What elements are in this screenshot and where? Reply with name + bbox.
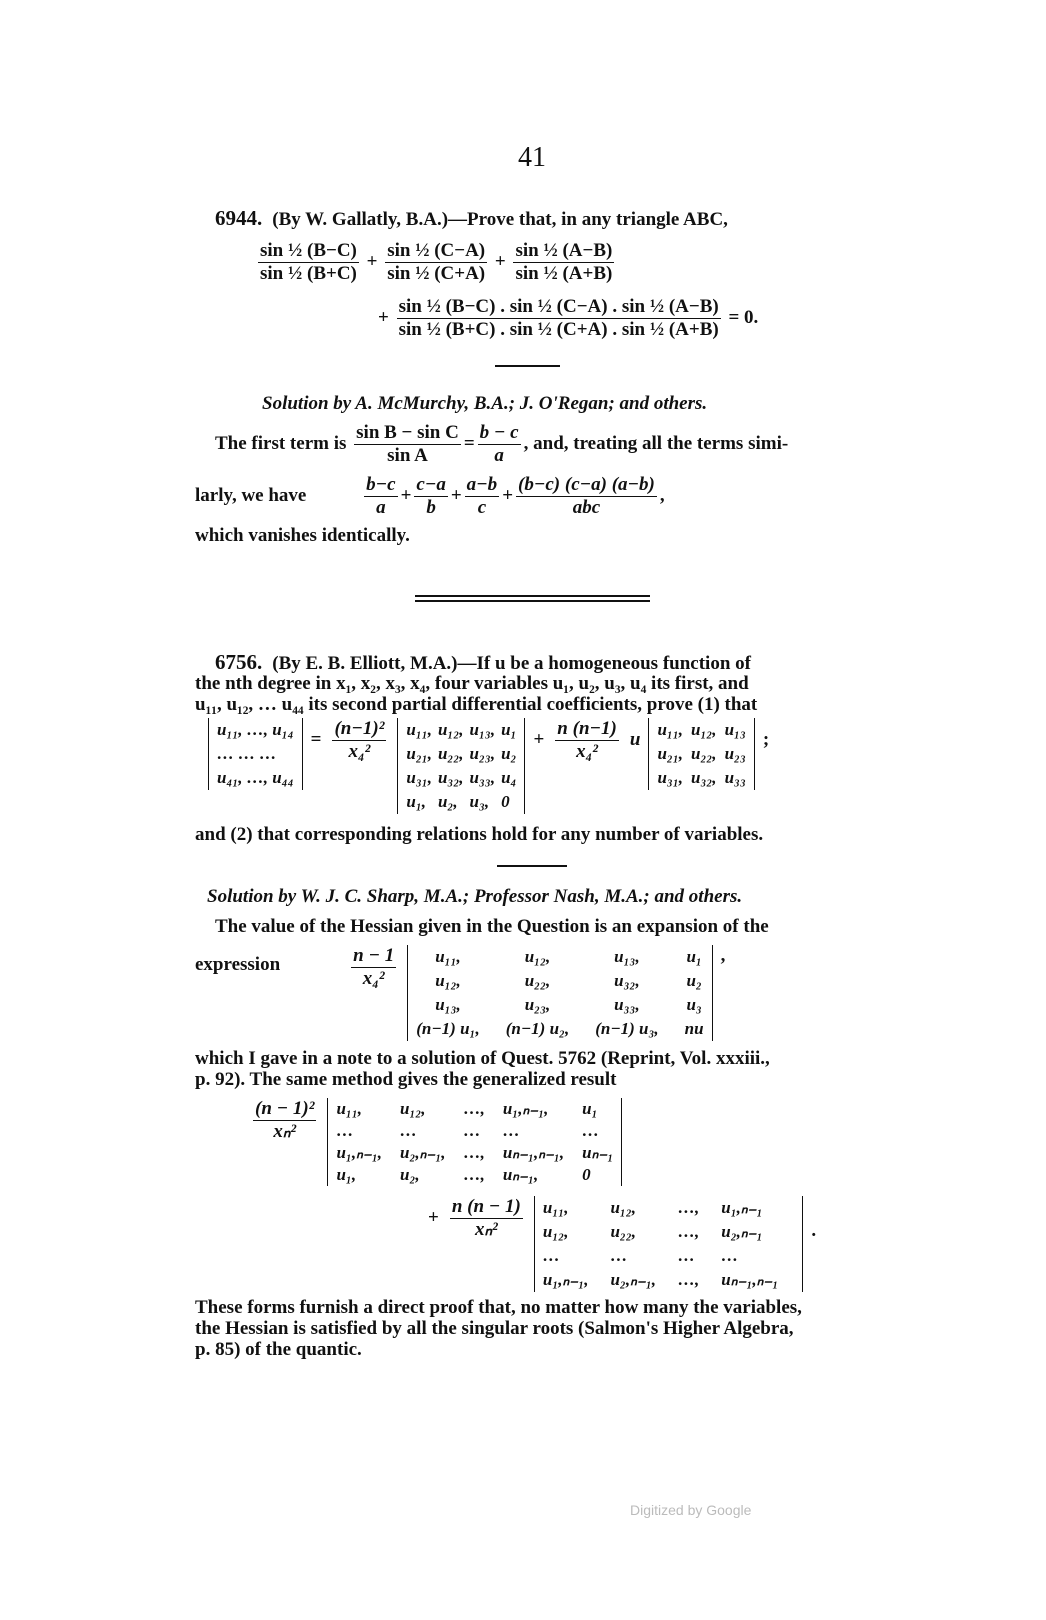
denominator: sin A (387, 445, 428, 466)
numerator: (b−c) (c−a) (a−b) (518, 474, 655, 495)
matrix-entry: u₃₁, (406, 768, 432, 787)
matrix-entry: … (463, 1121, 481, 1140)
solution-line-4: p. 92). The same method gives the generalized result (195, 1069, 617, 1090)
solution-line-2: larly, we have $\frac{b-c}{a}$ + $\frac{c-a}{b}$ + $\frac{a-b}{c}$ + $\frac{(b-c) (c-a) (a-b)}{\text{abc}}$ , (195, 474, 665, 518)
matrix-entry: u₂,ₙ₋₁, (610, 1270, 657, 1289)
matrix-entry: u₂₃, (524, 995, 551, 1014)
matrix-entry: … (502, 1121, 520, 1140)
matrix-entry: uₙ₋₁,ₙ₋₁, (502, 1143, 565, 1162)
matrix-entry: u₂₃, (469, 744, 496, 763)
fraction (555, 718, 619, 763)
numerator: sin B − sin C (356, 422, 459, 443)
question-number: 6756. (215, 650, 263, 674)
question-number: 6944. (215, 206, 263, 230)
matrix-entry: u₁₂, (437, 720, 464, 739)
matrix-entry: uₙ₋₁,ₙ₋₁ (721, 1270, 779, 1289)
denominator: a (376, 497, 386, 518)
matrix-entry: u₁₁, (406, 720, 432, 739)
determinant (327, 1098, 622, 1186)
matrix-entry: u₁₁, (336, 1099, 362, 1118)
matrix-entry: u₁₃, (435, 995, 461, 1014)
generalized-determinant-1 (250, 1098, 622, 1186)
question-6756-line-3: u₁₁, u₁₂, … u₄₄ its second partial differential coefficients, prove (1) that (195, 694, 758, 715)
comma: , (720, 945, 726, 966)
matrix-entry: …, (678, 1222, 700, 1241)
closing-line-3: p. 85) of the quantic. (195, 1339, 362, 1360)
matrix-entry: u₂,ₙ₋₁ (721, 1222, 763, 1241)
question-6756-line-2: the nth degree in x₁, x₂, x₃, x₄, four variables u₁, u₂, u₃, u₄ its first, and (195, 673, 749, 694)
fraction (332, 718, 386, 763)
fraction (478, 422, 521, 467)
numerator: sin ½ (A−B) (515, 240, 613, 261)
matrix-entry: (n−1) u₂, (505, 1019, 570, 1038)
matrix-entry: u₃₃, (469, 768, 496, 787)
text: larly, we have (195, 484, 307, 506)
matrix-entry: … (721, 1246, 739, 1265)
solution-credit: Solution by W. J. C. Sharp, M.A.; Professor Nash, M.A.; and others. (207, 886, 743, 907)
text: expression (195, 954, 281, 975)
equals-sign: = (310, 729, 322, 750)
determinant (208, 718, 303, 790)
numerator: n (n−1) (557, 718, 617, 739)
denominator: x₄² (362, 968, 385, 989)
matrix-entry: u₁₁, (542, 1198, 569, 1217)
determinant (648, 718, 754, 790)
matrix-entry: u₁ (686, 947, 702, 966)
matrix-entry: … … … (217, 744, 277, 763)
double-rule-top (415, 595, 650, 597)
fraction (253, 1098, 316, 1143)
matrix-entry: 0 (582, 1165, 591, 1184)
watermark-text: Digitized by Google (630, 1502, 752, 1518)
matrix-entry: u₃₂, (437, 768, 464, 787)
numerator: b−c (366, 474, 396, 495)
numerator: b − c (479, 422, 519, 443)
matrix-entry: u₁₂, (691, 720, 717, 739)
question-text: (By E. B. Elliott, M.A.)—If u be a homogeneous function of (272, 653, 751, 674)
matrix-entry: u₃ (686, 995, 702, 1014)
generalized-determinant-2 (428, 1196, 816, 1292)
matrix-entry: (n−1) u₃, (595, 1019, 659, 1038)
equals-zero: = 0. (728, 306, 759, 328)
fraction (465, 474, 500, 519)
matrix-entry: …, (678, 1270, 700, 1289)
matrix-entry: u₂₁, (657, 744, 683, 763)
determinant (397, 718, 525, 814)
numerator: sin ½ (C−A) (387, 240, 486, 261)
equation-line-2: + $\frac{\text{sin ½ (B−C) . sin ½ (C−A) . sin ½ (A−B)}}{\text{sin ½ (B+C) . sin ½ (C+A) . sin ½ (A+B)}}$ = 0. (378, 296, 759, 340)
matrix-entry: uₙ₋₁, (502, 1165, 539, 1184)
semicolon: ; (762, 729, 770, 750)
question-6944-header (215, 206, 728, 232)
matrix-entry: …, (463, 1143, 485, 1162)
denominator: x₄² (348, 741, 371, 762)
numerator: n − 1 (353, 945, 395, 966)
plus-sign: + (533, 729, 545, 750)
numerator: c−a (416, 474, 446, 495)
divider (495, 365, 560, 367)
matrix-entry: …, (678, 1198, 700, 1217)
matrix-entry: u₃₃ (724, 768, 746, 787)
matrix-entry: u₁ (582, 1099, 598, 1118)
matrix-entry: … (610, 1246, 628, 1265)
matrix-entry: 0 (501, 792, 510, 811)
equals-sign: = (463, 432, 475, 454)
determinant-equation (208, 718, 769, 814)
matrix-entry: … (582, 1121, 600, 1140)
matrix-entry: u₂, (437, 792, 458, 811)
matrix-entry: … (678, 1246, 696, 1265)
text: , and, treating all the terms simi- (523, 432, 789, 454)
fraction (258, 240, 359, 285)
plus-sign: + (428, 1207, 439, 1228)
divider (497, 865, 567, 867)
numerator: sin ½ (B−C) (260, 240, 357, 261)
matrix-entry: u₁, (406, 792, 427, 811)
determinant (407, 945, 712, 1041)
question-text: (By W. Gallatly, B.A.)—Prove that, in any triangle ABC, (272, 209, 728, 230)
matrix-entry: u₂₁, (406, 744, 432, 763)
matrix-entry: …, (463, 1165, 485, 1184)
matrix-entry: u₄₁, …, u₄₄ (217, 768, 294, 787)
matrix-entry: u₂,ₙ₋₁, (400, 1143, 446, 1162)
closing-line-1: These forms furnish a direct proof that, no matter how many the variables, (195, 1297, 802, 1318)
closing-line-2: the Hessian is satisfied by all the singular roots (Salmon's Higher Algebra, (195, 1318, 794, 1339)
matrix-entry: u₂ (501, 744, 517, 763)
matrix-entry: u₁₃, (614, 947, 640, 966)
matrix-entry: u₁₁, …, u₁₄ (217, 720, 294, 739)
matrix-entry: u₁₃ (724, 720, 746, 739)
fraction (513, 240, 614, 285)
solution-credit: Solution by A. McMurchy, B.A.; J. O'Regan; and others. (262, 393, 708, 414)
google-watermark (630, 1500, 751, 1520)
fraction (364, 474, 397, 519)
equation-line-1: $\frac{\text{sin ½ (B−C)}}{\text{sin ½ (B+C)}}$ + $\frac{\text{sin ½ (C−A)}}{\text{sin ½ (C+A)}}$ + $\frac{\text{sin ½ (A−B)}}{\text{sin ½ (A+B)}}$ (260, 240, 613, 284)
matrix-entry: u₁₁, (435, 947, 461, 966)
matrix-entry: u₁,ₙ₋₁, (336, 1143, 382, 1162)
numerator: sin ½ (B−C) . sin ½ (C−A) . sin ½ (A−B) (398, 296, 719, 317)
fraction (354, 422, 461, 467)
numerator: n (n − 1) (451, 1196, 521, 1217)
matrix-entry: u₂ (686, 971, 702, 990)
matrix-entry: u₂₂, (691, 744, 717, 763)
matrix-entry: u₂₂, (437, 744, 464, 763)
denominator: xₙ² (273, 1121, 297, 1142)
period: . (811, 1220, 817, 1241)
fraction (414, 474, 447, 519)
denominator: x₄² (576, 741, 598, 762)
denominator: c (477, 497, 487, 518)
matrix-entry: u₃, (469, 792, 490, 811)
numerator: (n−1)² (334, 718, 385, 739)
solution-line-3: which vanishes identically. (195, 525, 410, 546)
fraction (516, 474, 657, 519)
expression-determinant (195, 945, 725, 1041)
denominator: abc (572, 497, 601, 518)
denominator: xₙ² (474, 1219, 498, 1240)
matrix-entry: u₁, (336, 1165, 357, 1184)
denominator: sin ½ (B+C) . sin ½ (C+A) . sin ½ (A+B) (398, 319, 719, 340)
numerator: (n − 1)² (255, 1098, 315, 1119)
matrix-entry: u₁₂, (610, 1198, 637, 1217)
matrix-entry: u₁ (501, 720, 517, 739)
matrix-entry: u₁,ₙ₋₁ (721, 1198, 763, 1217)
matrix-entry: … (336, 1121, 354, 1140)
page-number: 41 (518, 142, 546, 173)
matrix-entry: u₂₃ (724, 744, 746, 763)
matrix-entry: u₁₂, (524, 947, 551, 966)
numerator: a−b (466, 474, 498, 495)
text: The first term is (215, 432, 347, 454)
fraction (450, 1196, 523, 1241)
matrix-entry: … (542, 1246, 560, 1265)
matrix-entry: u₃₂, (614, 971, 640, 990)
matrix-entry: u₄ (501, 768, 517, 787)
question-6756-line-4: and (2) that corresponding relations hold for any number of variables. (195, 824, 764, 845)
denominator: sin ½ (C+A) (387, 263, 486, 284)
matrix-entry: u₁,ₙ₋₁, (502, 1099, 549, 1118)
denominator: a (494, 445, 504, 466)
variable-u: u (629, 729, 641, 750)
matrix-entry: nu (684, 1019, 704, 1038)
matrix-entry: uₙ₋₁ (582, 1143, 614, 1162)
matrix-entry: u₂₂, (524, 971, 551, 990)
question-6756-line-1 (215, 652, 751, 674)
matrix-entry: … (400, 1121, 417, 1140)
denominator: sin ½ (A+B) (515, 263, 613, 284)
matrix-entry: (n−1) u₁, (416, 1019, 480, 1038)
matrix-entry: u₃₂, (691, 768, 717, 787)
fraction (397, 296, 721, 341)
matrix-entry: u₁₂, (435, 971, 461, 990)
matrix-entry: u₂₂, (610, 1222, 637, 1241)
matrix-entry: u₁₂, (400, 1099, 426, 1118)
matrix-entry: u₁₃, (469, 720, 496, 739)
determinant (534, 1196, 803, 1292)
matrix-entry: u₁₁, (657, 720, 683, 739)
fraction (385, 240, 487, 285)
fraction (351, 945, 396, 990)
matrix-entry: u₃₃, (614, 995, 640, 1014)
solution-line-3: which I gave in a note to a solution of Quest. 5762 (Reprint, Vol. xxxiii., (195, 1048, 770, 1069)
matrix-entry: u₁₂, (542, 1222, 569, 1241)
denominator: sin ½ (B+C) (260, 263, 357, 284)
matrix-entry: u₁,ₙ₋₁, (542, 1270, 589, 1289)
denominator: b (426, 497, 436, 518)
matrix-entry: u₂, (400, 1165, 420, 1184)
solution-line-1: The value of the Hessian given in the Question is an expansion of the (215, 916, 769, 937)
double-rule-bottom (415, 600, 650, 602)
matrix-entry: …, (463, 1099, 485, 1118)
solution-line-1 (215, 422, 788, 467)
matrix-entry: u₃₁, (657, 768, 683, 787)
